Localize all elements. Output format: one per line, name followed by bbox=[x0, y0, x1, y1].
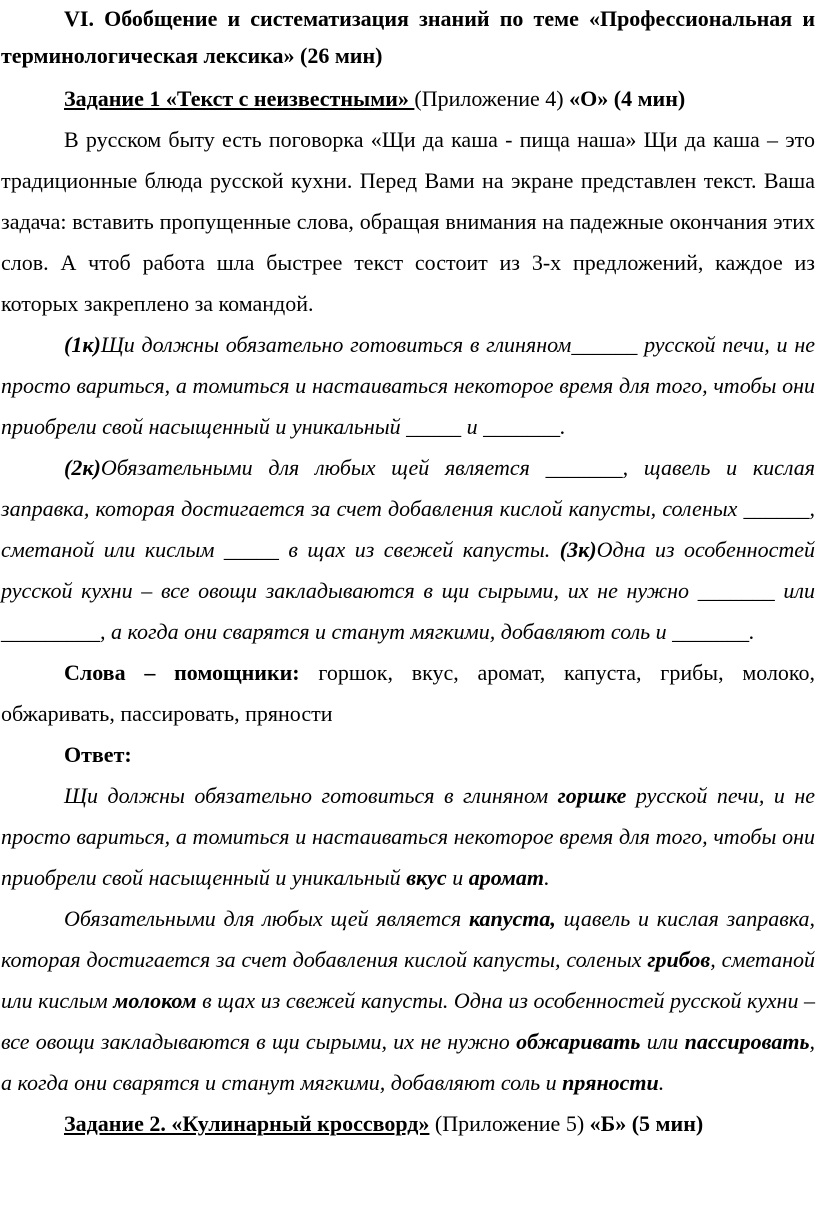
text-segment: , сметаной или кислым bbox=[1, 947, 815, 1013]
text-segment: Одна из особенностей русской кухни – все овощи закладываются в щи сырыми, их не нужно _______ или _________, а когда они сварятся и станут мягкими, добавляют соль и _______. bbox=[1, 537, 815, 644]
text-segment: Задание 2. «Кулинарный кроссворд» bbox=[64, 1111, 430, 1136]
team-2-3-sentences bbox=[1, 447, 815, 652]
text-segment: грибов bbox=[647, 947, 711, 972]
answer-2 bbox=[1, 898, 815, 1103]
text-segment: «О» (4 мин) bbox=[569, 86, 686, 111]
text-segment: аромат bbox=[468, 865, 545, 890]
text-segment: обжаривать bbox=[516, 1029, 641, 1054]
text-segment: «Б» (5 мин) bbox=[589, 1111, 704, 1136]
text-segment: или bbox=[640, 1029, 685, 1054]
text-segment: пассировать bbox=[684, 1029, 810, 1054]
text-segment: горшок, вкус, аромат, капуста, грибы, молоко, обжаривать, пассировать, пряности bbox=[1, 660, 815, 726]
text-segment: и bbox=[446, 865, 469, 890]
text-segment: вкус bbox=[406, 865, 447, 890]
helper-words bbox=[1, 652, 815, 734]
text-segment: Щи должны обязательно готовиться в глиняном______ русской печи, и не просто вариться, а томиться и настаиваться некоторое время для того, чтобы они приобрели свой насыщенный и уникальный _____ и _______. bbox=[1, 332, 815, 439]
text-segment: , а когда они сварятся и станут мягкими, добавляют соль и bbox=[1, 1029, 816, 1095]
text-segment: Обязательными для любых щей является bbox=[64, 906, 469, 931]
text-segment: (3к) bbox=[559, 537, 597, 562]
text-segment: горшке bbox=[557, 783, 627, 808]
text-segment: капуста, bbox=[468, 906, 556, 931]
text-segment: Слова – помощники: bbox=[64, 660, 300, 685]
text-segment: Щи должны обязательно готовиться в глиняном bbox=[64, 783, 558, 808]
text-segment: молоком bbox=[113, 988, 197, 1013]
team-1-sentence bbox=[1, 324, 815, 447]
answer-1 bbox=[1, 775, 815, 898]
text-segment: Ответ: bbox=[64, 742, 132, 767]
text-segment: в щах из свежей капусты. Одна из особенностей русской кухни – все овощи закладываются в щи сырыми, их не нужно bbox=[1, 988, 816, 1054]
text-segment: . bbox=[544, 865, 550, 890]
text-segment: щавель и кислая заправка, которая достигается за счет добавления кислой капусты, соленых bbox=[1, 906, 816, 972]
text-segment: . bbox=[658, 1070, 665, 1095]
task-1-heading bbox=[1, 78, 815, 119]
text-segment: пряности bbox=[562, 1070, 659, 1095]
text-segment: В русском быту есть поговорка «Щи да каша - пища наша» Щи да каша – это традиционные блюда русской кухни. Перед Вами на экране представлен текст. Ваша задача: вставить пропущенные слова, обращая внимания на падежные окончания этих слов. А чтоб работа шла быстрее текст состоит из 3-х предложений, каждое из которых закреплено за командой. bbox=[1, 127, 815, 316]
text-segment: (Приложение 5) bbox=[429, 1111, 590, 1136]
text-segment: (Приложение 4) bbox=[414, 86, 570, 111]
task-1-intro bbox=[1, 119, 815, 324]
text-segment: русской печи, и не просто вариться, а томиться и настаиваться некоторое время для того, чтобы они приобрели свой насыщенный и уникальный bbox=[1, 783, 815, 890]
text-segment: (2к) bbox=[64, 455, 101, 480]
text-segment: (1к) bbox=[64, 332, 101, 357]
task-2-heading bbox=[1, 1103, 815, 1144]
answer-heading bbox=[1, 734, 815, 775]
text-segment: Задание 1 «Текст с неизвестными» bbox=[64, 86, 415, 111]
text-segment: VI. Обобщение и систематизация знаний по теме «Профессиональная и терминологическая лексика» (26 мин) bbox=[1, 6, 815, 68]
section-title bbox=[1, 0, 815, 74]
text-segment: Обязательными для любых щей является _______, щавель и кислая заправка, которая достигается за счет добавления кислой капусты, соленых ______, сметаной или кислым _____ в щах из свежей капусты. bbox=[1, 455, 815, 562]
